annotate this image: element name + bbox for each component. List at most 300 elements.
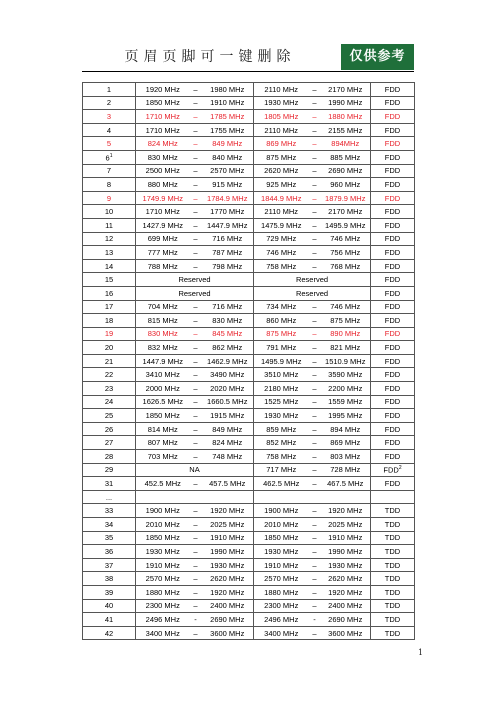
downlink-low-cell: 2110 MHz: [254, 83, 309, 97]
duplex-mode: FDD: [384, 152, 401, 162]
uplink-low-cell: 1930 MHz: [136, 545, 190, 559]
downlink-low-cell: 1850 MHz: [254, 531, 309, 545]
uplink-high-cell: 787 MHz: [202, 246, 254, 260]
duplex-mode: FDD: [384, 84, 401, 94]
downlink-low-cell: 925 MHz: [254, 178, 309, 192]
uplink-high-cell: 2400 MHz: [202, 599, 254, 613]
uplink-separator: –: [190, 259, 202, 273]
mode-footnote-marker: 2: [398, 465, 402, 472]
uplink-separator: –: [190, 368, 202, 382]
downlink-high-cell: 1930 MHz: [321, 558, 371, 572]
uplink-high-cell: 849 MHz: [202, 137, 254, 151]
downlink-high-cell: 821 MHz: [321, 341, 371, 355]
band-number: 38: [104, 574, 114, 584]
table-row: [83, 531, 415, 545]
uplink-separator: –: [190, 558, 202, 572]
uplink-low-cell: 1710 MHz: [136, 205, 190, 219]
uplink-high-cell: 716 MHz: [202, 300, 254, 314]
downlink-separator: –: [309, 477, 321, 491]
uplink-high-cell: 2570 MHz: [202, 164, 254, 178]
uplink-low-cell: 1710 MHz: [136, 110, 190, 124]
downlink-high-cell: 894MHz: [321, 137, 371, 151]
duplex-mode: FDD: [384, 220, 401, 230]
band-number: 12: [104, 234, 114, 244]
uplink-low-cell: 2000 MHz: [136, 382, 190, 396]
table-row: [83, 585, 415, 599]
uplink-low-cell: 2010 MHz: [136, 518, 190, 532]
duplex-mode-cell: [371, 490, 415, 504]
band-number-cell: [83, 395, 136, 409]
uplink-low-cell: 2496 MHz: [136, 613, 190, 627]
uplink-high-cell: 824 MHz: [202, 436, 254, 450]
table-row: [83, 626, 415, 640]
downlink-low-cell: 2570 MHz: [254, 572, 309, 586]
duplex-mode-cell: [371, 137, 415, 151]
duplex-mode: FDD: [384, 139, 401, 149]
uplink-separator: –: [190, 382, 202, 396]
downlink-range-cell: [254, 490, 371, 504]
downlink-high-cell: 1879.9 MHz: [321, 191, 371, 205]
uplink-separator: –: [190, 504, 202, 518]
table-row: [83, 490, 415, 504]
downlink-high-cell: 2025 MHz: [321, 518, 371, 532]
uplink-low-cell: 1850 MHz: [136, 531, 190, 545]
duplex-mode-cell: [371, 585, 415, 599]
band-number: 41: [104, 614, 114, 624]
band-table-body: [83, 83, 415, 640]
uplink-high-cell: 2025 MHz: [202, 518, 254, 532]
uplink-separator: –: [190, 545, 202, 559]
uplink-separator: –: [190, 422, 202, 436]
uplink-separator: –: [190, 150, 202, 164]
uplink-low-cell: 830 MHz: [136, 327, 190, 341]
band-footnote-marker: 1: [109, 152, 113, 159]
downlink-high-cell: 2170 MHz: [321, 83, 371, 97]
uplink-high-cell: 2690 MHz: [202, 613, 254, 627]
duplex-mode: FDD: [384, 234, 401, 244]
downlink-separator: –: [309, 327, 321, 341]
uplink-high-cell: 1930 MHz: [202, 558, 254, 572]
uplink-separator: –: [190, 191, 202, 205]
band-number-cell: [83, 558, 136, 572]
band-number-cell: [83, 218, 136, 232]
band-number-cell: [83, 354, 136, 368]
uplink-high-cell: 1915 MHz: [202, 409, 254, 423]
duplex-mode-cell: [371, 450, 415, 464]
uplink-high-cell: 3600 MHz: [202, 626, 254, 640]
band-number-cell: [83, 150, 136, 164]
uplink-low-cell: 3410 MHz: [136, 368, 190, 382]
uplink-low-cell: 1447.9 MHz: [136, 354, 190, 368]
downlink-separator: –: [309, 572, 321, 586]
duplex-mode: FDD: [384, 356, 401, 366]
duplex-mode: TDD: [384, 614, 401, 624]
downlink-separator: –: [309, 599, 321, 613]
downlink-low-cell: 717 MHz: [254, 463, 309, 477]
band-number: 7: [106, 166, 112, 176]
band-number-cell: [83, 463, 136, 477]
duplex-mode: TDD: [384, 587, 401, 597]
downlink-high-cell: 885 MHz: [321, 150, 371, 164]
band-number-cell: [83, 531, 136, 545]
header-title: 页眉页脚可一键删除: [124, 49, 296, 65]
duplex-mode: FDD: [384, 193, 401, 203]
downlink-high-cell: 2155 MHz: [321, 123, 371, 137]
downlink-separator: –: [309, 123, 321, 137]
uplink-low-cell: 777 MHz: [136, 246, 190, 260]
duplex-mode-cell: [371, 259, 415, 273]
band-number-cell: [83, 246, 136, 260]
band-number: 37: [104, 560, 114, 570]
downlink-high-cell: 756 MHz: [321, 246, 371, 260]
uplink-separator: –: [190, 178, 202, 192]
downlink-low-cell: 875 MHz: [254, 150, 309, 164]
band-number: 20: [104, 343, 114, 353]
uplink-low-cell: 1920 MHz: [136, 83, 190, 97]
duplex-mode-cell: [371, 409, 415, 423]
duplex-mode-cell: [371, 314, 415, 328]
uplink-high-cell: 1920 MHz: [202, 585, 254, 599]
downlink-low-cell: 1844.9 MHz: [254, 191, 309, 205]
uplink-high-cell: 849 MHz: [202, 422, 254, 436]
duplex-mode: FDD: [383, 465, 399, 475]
duplex-mode-cell: [371, 286, 415, 300]
downlink-high-cell: 467.5 MHz: [321, 477, 371, 491]
downlink-separator: –: [309, 164, 321, 178]
band-number-cell: [83, 626, 136, 640]
duplex-mode: FDD: [384, 247, 401, 257]
downlink-high-cell: 890 MHz: [321, 327, 371, 341]
downlink-separator: –: [309, 504, 321, 518]
duplex-mode: TDD: [384, 533, 401, 543]
duplex-mode-cell: [371, 96, 415, 110]
band-number: 31: [104, 479, 114, 489]
table-row: [83, 164, 415, 178]
duplex-mode-cell: [371, 572, 415, 586]
downlink-low-cell: 2010 MHz: [254, 518, 309, 532]
duplex-mode: FDD: [384, 288, 401, 298]
band-number-cell: [83, 585, 136, 599]
uplink-low-cell: 832 MHz: [136, 341, 190, 355]
downlink-range-cell: Reserved: [254, 286, 371, 300]
uplink-high-cell: 1447.9 MHz: [202, 218, 254, 232]
table-row: [83, 504, 415, 518]
downlink-separator: –: [309, 137, 321, 151]
duplex-mode-cell: [371, 558, 415, 572]
table-row: [83, 436, 415, 450]
duplex-mode-cell: [371, 613, 415, 627]
downlink-low-cell: 3400 MHz: [254, 626, 309, 640]
downlink-low-cell: 1900 MHz: [254, 504, 309, 518]
uplink-low-cell: 1626.5 MHz: [136, 395, 190, 409]
uplink-low-cell: 704 MHz: [136, 300, 190, 314]
downlink-high-cell: 1880 MHz: [321, 110, 371, 124]
downlink-low-cell: 875 MHz: [254, 327, 309, 341]
downlink-low-cell: 758 MHz: [254, 450, 309, 464]
band-number: 33: [104, 506, 114, 516]
downlink-separator: –: [309, 450, 321, 464]
band-number: 9: [106, 193, 112, 203]
table-row: [83, 150, 415, 164]
downlink-high-cell: 1510.9 MHz: [321, 354, 371, 368]
uplink-separator: –: [190, 123, 202, 137]
uplink-high-cell: 1910 MHz: [202, 531, 254, 545]
duplex-mode: FDD: [384, 179, 401, 189]
downlink-low-cell: 2110 MHz: [254, 205, 309, 219]
band-number-cell: [83, 273, 136, 287]
downlink-high-cell: 1910 MHz: [321, 531, 371, 545]
duplex-mode-cell: [371, 463, 415, 477]
table-row: [83, 178, 415, 192]
uplink-high-cell: 457.5 MHz: [202, 477, 254, 491]
table-row: [83, 613, 415, 627]
uplink-separator: –: [190, 300, 202, 314]
downlink-separator: –: [309, 218, 321, 232]
band-number: 18: [104, 315, 114, 325]
table-row: [83, 205, 415, 219]
band-number: 14: [104, 261, 114, 271]
table-row: [83, 599, 415, 613]
table-row: [83, 273, 415, 287]
downlink-high-cell: 2200 MHz: [321, 382, 371, 396]
downlink-high-cell: 768 MHz: [321, 259, 371, 273]
band-number: 26: [104, 424, 114, 434]
uplink-separator: –: [190, 83, 202, 97]
uplink-separator: –: [190, 314, 202, 328]
duplex-mode: FDD: [384, 166, 401, 176]
downlink-high-cell: 1990 MHz: [321, 545, 371, 559]
band-number-cell: [83, 341, 136, 355]
table-row: [83, 246, 415, 260]
uplink-low-cell: 1900 MHz: [136, 504, 190, 518]
downlink-low-cell: 2620 MHz: [254, 164, 309, 178]
band-number-cell: [83, 286, 136, 300]
downlink-separator: –: [309, 463, 321, 477]
downlink-separator: -: [309, 613, 321, 627]
downlink-high-cell: 2690 MHz: [321, 164, 371, 178]
uplink-range-cell: Reserved: [136, 273, 254, 287]
table-row: [83, 395, 415, 409]
band-number: 19: [104, 329, 114, 339]
band-number-cell: [83, 96, 136, 110]
duplex-mode-cell: [371, 164, 415, 178]
table-row: [83, 286, 415, 300]
band-number: 29: [104, 465, 114, 475]
duplex-mode-cell: [371, 273, 415, 287]
downlink-high-cell: 3600 MHz: [321, 626, 371, 640]
downlink-separator: –: [309, 232, 321, 246]
uplink-high-cell: 748 MHz: [202, 450, 254, 464]
uplink-separator: -: [190, 613, 202, 627]
uplink-high-cell: 915 MHz: [202, 178, 254, 192]
duplex-mode: FDD: [384, 275, 401, 285]
uplink-high-cell: 798 MHz: [202, 259, 254, 273]
uplink-high-cell: 2020 MHz: [202, 382, 254, 396]
band-number-cell: [83, 518, 136, 532]
duplex-mode: TDD: [384, 519, 401, 529]
uplink-high-cell: 840 MHz: [202, 150, 254, 164]
uplink-separator: –: [190, 599, 202, 613]
table-row: [83, 409, 415, 423]
band-number-cell: [83, 123, 136, 137]
downlink-high-cell: 1920 MHz: [321, 585, 371, 599]
band-number-cell: [83, 504, 136, 518]
duplex-mode-cell: [371, 341, 415, 355]
downlink-low-cell: 1930 MHz: [254, 409, 309, 423]
downlink-high-cell: 1995 MHz: [321, 409, 371, 423]
duplex-mode: FDD: [384, 125, 401, 135]
duplex-mode-cell: [371, 110, 415, 124]
band-number: 11: [105, 220, 113, 230]
downlink-low-cell: 860 MHz: [254, 314, 309, 328]
band-number: 4: [106, 125, 112, 135]
uplink-separator: –: [190, 436, 202, 450]
downlink-high-cell: 1495.9 MHz: [321, 218, 371, 232]
uplink-separator: –: [190, 164, 202, 178]
duplex-mode-cell: [371, 123, 415, 137]
band-number: 28: [104, 451, 114, 461]
table-row: [83, 477, 415, 491]
uplink-low-cell: 788 MHz: [136, 259, 190, 273]
table-row: [83, 422, 415, 436]
band-number: 17: [104, 302, 114, 312]
duplex-mode: FDD: [384, 111, 401, 121]
uplink-high-cell: 862 MHz: [202, 341, 254, 355]
downlink-separator: –: [309, 518, 321, 532]
downlink-separator: –: [309, 545, 321, 559]
uplink-high-cell: 3490 MHz: [202, 368, 254, 382]
table-row: [83, 83, 415, 97]
duplex-mode-cell: [371, 477, 415, 491]
duplex-mode-cell: [371, 395, 415, 409]
duplex-mode-cell: [371, 422, 415, 436]
downlink-separator: –: [309, 83, 321, 97]
uplink-low-cell: 807 MHz: [136, 436, 190, 450]
band-number-cell: [83, 110, 136, 124]
uplink-low-cell: 815 MHz: [136, 314, 190, 328]
uplink-low-cell: 830 MHz: [136, 150, 190, 164]
downlink-high-cell: 3590 MHz: [321, 368, 371, 382]
downlink-low-cell: 1910 MHz: [254, 558, 309, 572]
uplink-low-cell: 880 MHz: [136, 178, 190, 192]
band-number: 21: [104, 356, 114, 366]
downlink-low-cell: 791 MHz: [254, 341, 309, 355]
band-number: 35: [104, 533, 114, 543]
duplex-mode-cell: [371, 232, 415, 246]
band-number-cell: [83, 436, 136, 450]
uplink-high-cell: 1784.9 MHz: [202, 191, 254, 205]
band-number: 6: [105, 153, 110, 163]
duplex-mode-cell: [371, 150, 415, 164]
downlink-high-cell: 1559 MHz: [321, 395, 371, 409]
uplink-low-cell: 1910 MHz: [136, 558, 190, 572]
duplex-mode: FDD: [384, 98, 401, 108]
downlink-low-cell: 2300 MHz: [254, 599, 309, 613]
table-row: [83, 314, 415, 328]
uplink-separator: –: [190, 531, 202, 545]
downlink-low-cell: 1930 MHz: [254, 96, 309, 110]
band-number: 22: [104, 370, 114, 380]
table-row: [83, 218, 415, 232]
downlink-separator: –: [309, 96, 321, 110]
table-row: [83, 96, 415, 110]
uplink-high-cell: 1910 MHz: [202, 96, 254, 110]
downlink-high-cell: 894 MHz: [321, 422, 371, 436]
downlink-low-cell: 1805 MHz: [254, 110, 309, 124]
downlink-low-cell: 2496 MHz: [254, 613, 309, 627]
duplex-mode: FDD: [384, 479, 401, 489]
downlink-separator: –: [309, 585, 321, 599]
duplex-mode-cell: [371, 354, 415, 368]
uplink-separator: –: [190, 572, 202, 586]
band-number: 2: [106, 98, 112, 108]
table-row: [83, 572, 415, 586]
duplex-mode: TDD: [384, 628, 401, 638]
uplink-high-cell: 1980 MHz: [202, 83, 254, 97]
downlink-separator: –: [309, 436, 321, 450]
band-number: 13: [104, 247, 114, 257]
downlink-low-cell: 852 MHz: [254, 436, 309, 450]
downlink-high-cell: 1990 MHz: [321, 96, 371, 110]
band-number-cell: [83, 300, 136, 314]
band-number-cell: [83, 205, 136, 219]
band-number: 10: [104, 207, 114, 217]
uplink-low-cell: 1710 MHz: [136, 123, 190, 137]
band-number: 27: [104, 438, 114, 448]
downlink-separator: –: [309, 178, 321, 192]
duplex-mode: FDD: [384, 315, 401, 325]
downlink-low-cell: 758 MHz: [254, 259, 309, 273]
uplink-high-cell: 1755 MHz: [202, 123, 254, 137]
downlink-high-cell: 875 MHz: [321, 314, 371, 328]
band-number-cell: [83, 599, 136, 613]
downlink-separator: –: [309, 341, 321, 355]
downlink-high-cell: 2170 MHz: [321, 205, 371, 219]
band-number: 8: [106, 179, 112, 189]
downlink-high-cell: 746 MHz: [321, 232, 371, 246]
band-number-cell: [83, 259, 136, 273]
uplink-low-cell: 1749.9 MHz: [136, 191, 190, 205]
uplink-low-cell: 3400 MHz: [136, 626, 190, 640]
band-number-cell: [83, 613, 136, 627]
band-number: 36: [104, 546, 114, 556]
duplex-mode-cell: [371, 436, 415, 450]
band-number: 15: [104, 275, 114, 285]
uplink-separator: –: [190, 232, 202, 246]
table-row: [83, 110, 415, 124]
downlink-separator: –: [309, 368, 321, 382]
downlink-high-cell: 960 MHz: [321, 178, 371, 192]
downlink-separator: –: [309, 409, 321, 423]
uplink-high-cell: 1770 MHz: [202, 205, 254, 219]
table-row: [83, 259, 415, 273]
downlink-separator: –: [309, 110, 321, 124]
downlink-low-cell: 1525 MHz: [254, 395, 309, 409]
band-number-cell: [83, 83, 136, 97]
band-number-cell: [83, 178, 136, 192]
table-row: [83, 518, 415, 532]
uplink-low-cell: 699 MHz: [136, 232, 190, 246]
table-row: [83, 232, 415, 246]
downlink-separator: –: [309, 422, 321, 436]
uplink-separator: –: [190, 585, 202, 599]
band-number: 34: [104, 519, 114, 529]
uplink-low-cell: 2300 MHz: [136, 599, 190, 613]
band-number-cell: [83, 422, 136, 436]
duplex-mode: FDD: [384, 207, 401, 217]
uplink-low-cell: 452.5 MHz: [136, 477, 190, 491]
uplink-separator: –: [190, 477, 202, 491]
